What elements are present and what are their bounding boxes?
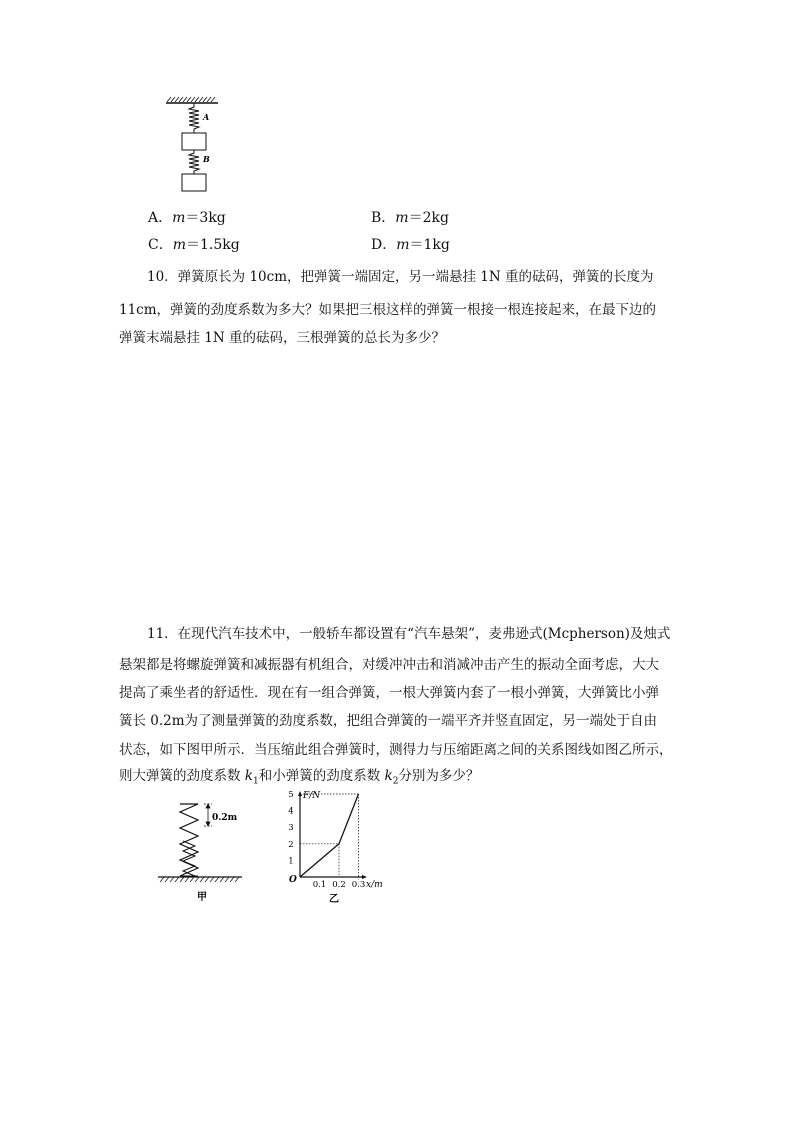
ceiling-support [166,97,218,103]
combined-spring-figure [150,796,250,906]
spring-a-label: A [203,112,210,122]
option-c-value: ＝1.5kg [186,237,240,253]
q11-k1-symbol: k [244,768,253,784]
q11-line-6-pre: 则大弹簧的劲度系数 [119,768,245,784]
y-tick-label-4: 4 [288,806,294,817]
q11-line-6-post: 分别为多少？ [398,768,480,784]
q11-line-6 [119,764,479,787]
option-d-var: m [396,237,410,253]
q11-line-4: 簧长 0.2m为了测量弹簧的劲度系数，把组合弹簧的一端平齐并竖直固定，另一端处于自由 [119,713,658,729]
force-compression-chart [280,786,400,906]
q10-line-2: 11cm，弹簧的劲度系数为多大？如果把三根这样的弹簧一根接一根连接起来，在最下边的 [119,302,657,318]
block-lower [182,174,206,191]
y-tick-labels [288,790,293,866]
x-tick-label-3: 0.3 [351,880,366,890]
large-spring [180,804,198,876]
q11-k2-subscript: 2 [392,776,399,787]
y-tick-label-1: 1 [288,856,294,867]
option-a-var: m [172,210,186,226]
x-tick-label-1: 0.1 [312,880,327,890]
option-a [148,207,226,227]
series-line [300,794,359,877]
option-b-letter: B． [371,210,396,226]
figure-yi-caption: 乙 [329,894,339,905]
option-c-var: m [172,237,186,253]
option-d-letter: D． [371,237,397,253]
x-axis-arrow [362,875,367,879]
q11-line-6-mid: 和小弹簧的劲度系数 [258,768,385,784]
option-b [371,207,449,227]
option-d [371,234,450,254]
option-c-letter: C． [148,237,173,253]
option-a-letter: A． [148,210,173,226]
spring-a [189,103,199,133]
q11-k2-symbol: k [384,768,393,784]
q11-line-2: 悬架都是将螺旋弹簧和减振器有机组合，对缓冲冲击和消减冲击产生的振动全面考虑，大大 [119,657,659,673]
dimension-marker [204,804,212,826]
y-axis-arrow [298,791,302,796]
x-axis-label: x/m [366,880,383,890]
q10-line-3: 弹簧末端悬挂 1N 重的砝码，三根弹簧的总长为多少？ [119,330,445,346]
x-tick-label-2: 0.2 [332,880,346,890]
q11-k1-subscript: 1 [252,776,259,787]
y-tick-label-3: 3 [288,823,294,834]
y-tick-label-2: 2 [288,839,294,850]
origin-label: O [289,875,297,885]
q10-line-1: 10．弹簧原长为 10cm，把弹簧一端固定，另一端悬挂 1N 重的砝码，弹簧的长度为 [147,269,654,285]
option-d-value: ＝1kg [409,237,450,253]
spring-b [189,150,199,174]
dimension-label: 0.2m [212,813,238,823]
series-segment-1 [300,844,339,877]
x-tick-labels [313,880,366,890]
figure-jia-caption: 甲 [197,892,207,903]
y-tick-label-5: 5 [288,790,294,800]
y-axis-label: F/N [303,791,321,801]
q11-line-3: 提高了乘坐者的舒适性．现在有一组合弹簧，一根大弹簧内套了一根小弹簧，大弹簧比小弹 [119,685,659,701]
q11-line-5: 状态，如下图甲所示．当压缩此组合弹簧时，测得力与压缩距离之间的关系图线如图乙所示， [119,742,673,758]
series-segment-2 [339,794,359,844]
guide-lines [300,794,359,877]
option-b-var: m [395,210,409,226]
option-c [148,234,240,254]
q11-line-1: 11．在现代汽车技术中，一般轿车都设置有“汽车悬架”，麦弗逊式(Mcpherson)及烛式 [147,626,671,642]
option-a-value: ＝3kg [185,210,226,226]
spring-b-label: B [203,154,210,164]
two-spring-figure [160,96,230,196]
option-b-value: ＝2kg [408,210,449,226]
block-upper [182,133,206,150]
ground [158,877,242,882]
